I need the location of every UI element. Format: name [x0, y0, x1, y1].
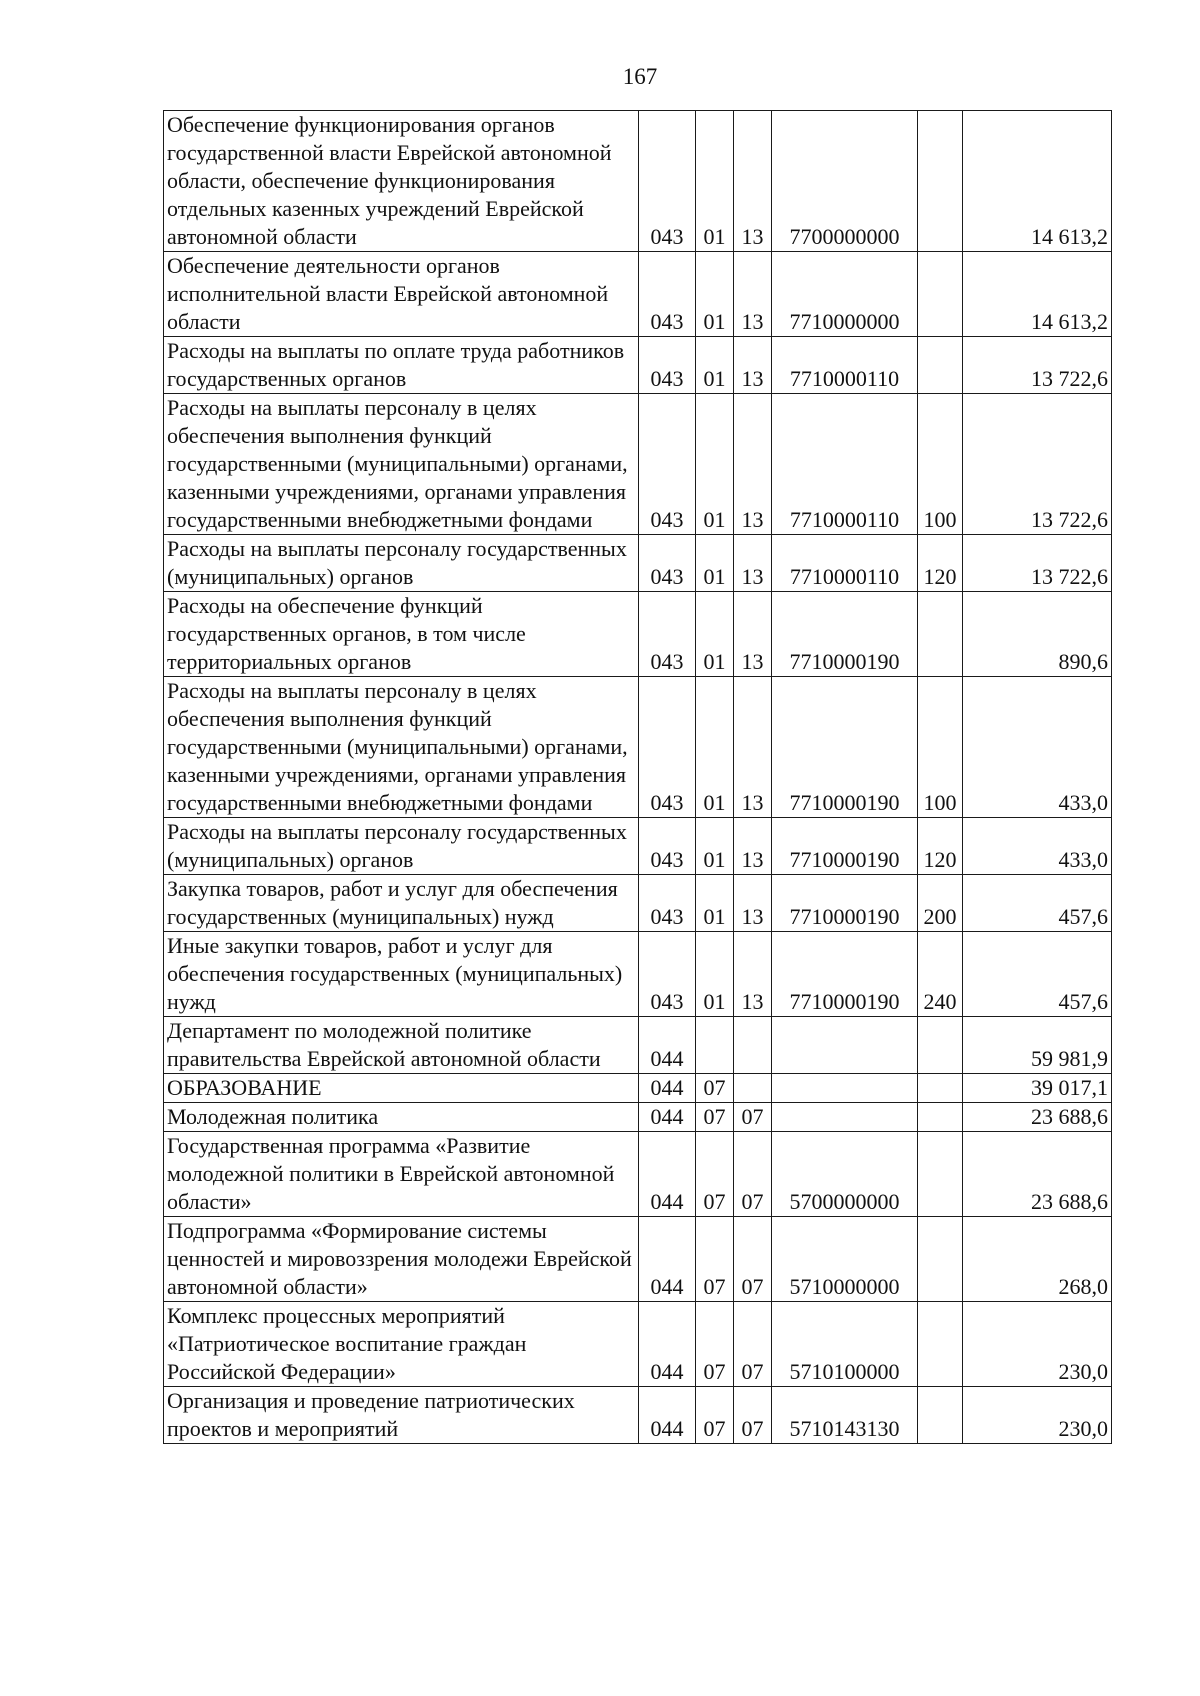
- row-gr-code: 043: [639, 252, 696, 337]
- row-vr-code: [918, 592, 963, 677]
- row-gr-code: 044: [639, 1302, 696, 1387]
- table-row: [164, 1217, 1112, 1302]
- row-rz-code: 01: [696, 592, 734, 677]
- row-pr-code: 13: [734, 932, 772, 1017]
- row-sum: 230,0: [963, 1302, 1112, 1387]
- row-vr-code: [918, 1387, 963, 1444]
- row-name: Подпрограмма «Формирование системы ценностей и мировоззрения молодежи Еврейской автономной области»: [164, 1217, 639, 1302]
- row-name: Расходы на выплаты по оплате труда работников государственных органов: [164, 337, 639, 394]
- row-sum: 890,6: [963, 592, 1112, 677]
- row-rz-code: 01: [696, 111, 734, 252]
- row-vr-code: 100: [918, 394, 963, 535]
- row-cs-code: 5710100000: [772, 1302, 918, 1387]
- row-pr-code: 13: [734, 592, 772, 677]
- row-rz-code: 07: [696, 1132, 734, 1217]
- row-pr-code: 13: [734, 818, 772, 875]
- row-cs-code: [772, 1103, 918, 1132]
- row-cs-code: 7710000110: [772, 535, 918, 592]
- row-vr-code: 240: [918, 932, 963, 1017]
- table-row: [164, 1017, 1112, 1074]
- table-row: [164, 337, 1112, 394]
- row-rz-code: 01: [696, 677, 734, 818]
- row-pr-code: [734, 1074, 772, 1103]
- row-cs-code: 7710000190: [772, 677, 918, 818]
- row-vr-code: [918, 252, 963, 337]
- row-gr-code: 043: [639, 818, 696, 875]
- row-name: ОБРАЗОВАНИЕ: [164, 1074, 639, 1103]
- table-row: [164, 875, 1112, 932]
- row-gr-code: 043: [639, 932, 696, 1017]
- row-cs-code: 5710000000: [772, 1217, 918, 1302]
- table-row: [164, 1302, 1112, 1387]
- table-row: [164, 932, 1112, 1017]
- table-row: [164, 1103, 1112, 1132]
- row-cs-code: 7710000190: [772, 818, 918, 875]
- row-cs-code: 7710000110: [772, 337, 918, 394]
- row-pr-code: 07: [734, 1387, 772, 1444]
- row-sum: 23 688,6: [963, 1103, 1112, 1132]
- row-pr-code: 13: [734, 677, 772, 818]
- row-pr-code: [734, 1017, 772, 1074]
- table-row: [164, 818, 1112, 875]
- row-vr-code: [918, 111, 963, 252]
- row-gr-code: 044: [639, 1387, 696, 1444]
- row-pr-code: 07: [734, 1103, 772, 1132]
- table-row: [164, 252, 1112, 337]
- row-gr-code: 044: [639, 1103, 696, 1132]
- row-pr-code: 13: [734, 252, 772, 337]
- row-pr-code: 13: [734, 394, 772, 535]
- table-row: [164, 592, 1112, 677]
- row-vr-code: [918, 1074, 963, 1103]
- row-pr-code: 07: [734, 1132, 772, 1217]
- table-row: [164, 1387, 1112, 1444]
- row-name: Молодежная политика: [164, 1103, 639, 1132]
- row-vr-code: 120: [918, 818, 963, 875]
- row-name: Расходы на обеспечение функций государственных органов, в том числе территориальных органов: [164, 592, 639, 677]
- row-vr-code: [918, 1302, 963, 1387]
- row-rz-code: 01: [696, 932, 734, 1017]
- row-gr-code: 044: [639, 1017, 696, 1074]
- row-gr-code: 044: [639, 1132, 696, 1217]
- row-cs-code: 7710000000: [772, 252, 918, 337]
- row-vr-code: 100: [918, 677, 963, 818]
- row-cs-code: 5710143130: [772, 1387, 918, 1444]
- row-cs-code: 5700000000: [772, 1132, 918, 1217]
- row-rz-code: 01: [696, 252, 734, 337]
- row-vr-code: 200: [918, 875, 963, 932]
- row-name: Государственная программа «Развитие молодежной политики в Еврейской автономной области»: [164, 1132, 639, 1217]
- row-vr-code: [918, 337, 963, 394]
- row-name: Закупка товаров, работ и услуг для обеспечения государственных (муниципальных) нужд: [164, 875, 639, 932]
- row-gr-code: 043: [639, 394, 696, 535]
- row-gr-code: 043: [639, 337, 696, 394]
- row-name: Департамент по молодежной политике правительства Еврейской автономной области: [164, 1017, 639, 1074]
- row-name: Расходы на выплаты персоналу в целях обеспечения выполнения функций государственными (муниципальными) органами, казенными учреждениями, органами управления государственными внебюджетными фондами: [164, 677, 639, 818]
- row-sum: 14 613,2: [963, 111, 1112, 252]
- row-rz-code: [696, 1017, 734, 1074]
- table-row: [164, 394, 1112, 535]
- budget-table-body: [164, 111, 1112, 1444]
- table-row: [164, 111, 1112, 252]
- row-cs-code: [772, 1017, 918, 1074]
- row-sum: 13 722,6: [963, 337, 1112, 394]
- row-sum: 13 722,6: [963, 535, 1112, 592]
- row-sum: 13 722,6: [963, 394, 1112, 535]
- row-sum: 230,0: [963, 1387, 1112, 1444]
- row-rz-code: 07: [696, 1074, 734, 1103]
- row-pr-code: 07: [734, 1217, 772, 1302]
- row-rz-code: 07: [696, 1302, 734, 1387]
- row-cs-code: 7700000000: [772, 111, 918, 252]
- row-vr-code: 120: [918, 535, 963, 592]
- row-pr-code: 13: [734, 875, 772, 932]
- row-cs-code: 7710000190: [772, 932, 918, 1017]
- row-gr-code: 043: [639, 592, 696, 677]
- row-rz-code: 01: [696, 535, 734, 592]
- row-gr-code: 043: [639, 677, 696, 818]
- row-sum: 433,0: [963, 818, 1112, 875]
- row-sum: 457,6: [963, 875, 1112, 932]
- row-vr-code: [918, 1103, 963, 1132]
- table-row: [164, 535, 1112, 592]
- row-rz-code: 07: [696, 1103, 734, 1132]
- row-rz-code: 07: [696, 1217, 734, 1302]
- row-vr-code: [918, 1132, 963, 1217]
- page-number: 167: [622, 64, 658, 89]
- row-vr-code: [918, 1017, 963, 1074]
- row-rz-code: 07: [696, 1387, 734, 1444]
- row-gr-code: 044: [639, 1074, 696, 1103]
- row-gr-code: 043: [639, 875, 696, 932]
- row-cs-code: [772, 1074, 918, 1103]
- table-row: [164, 1132, 1112, 1217]
- row-rz-code: 01: [696, 394, 734, 535]
- row-rz-code: 01: [696, 875, 734, 932]
- row-name: Расходы на выплаты персоналу в целях обеспечения выполнения функций государственными (муниципальными) органами, казенными учреждениями, органами управления государственными внебюджетными фондами: [164, 394, 639, 535]
- row-sum: 268,0: [963, 1217, 1112, 1302]
- row-pr-code: 13: [734, 535, 772, 592]
- row-vr-code: [918, 1217, 963, 1302]
- row-cs-code: 7710000190: [772, 592, 918, 677]
- row-sum: 39 017,1: [963, 1074, 1112, 1103]
- budget-table: [163, 110, 1112, 1444]
- row-gr-code: 044: [639, 1217, 696, 1302]
- row-name: Организация и проведение патриотических проектов и мероприятий: [164, 1387, 639, 1444]
- row-sum: 14 613,2: [963, 252, 1112, 337]
- row-sum: 59 981,9: [963, 1017, 1112, 1074]
- row-cs-code: 7710000190: [772, 875, 918, 932]
- row-gr-code: 043: [639, 111, 696, 252]
- row-sum: 457,6: [963, 932, 1112, 1017]
- row-rz-code: 01: [696, 818, 734, 875]
- table-row: [164, 1074, 1112, 1103]
- row-name: Комплекс процессных мероприятий «Патриотическое воспитание граждан Российской Федерации»: [164, 1302, 639, 1387]
- row-name: Обеспечение деятельности органов исполнительной власти Еврейской автономной области: [164, 252, 639, 337]
- row-gr-code: 043: [639, 535, 696, 592]
- row-sum: 23 688,6: [963, 1132, 1112, 1217]
- row-pr-code: 13: [734, 111, 772, 252]
- row-pr-code: 13: [734, 337, 772, 394]
- row-name: Обеспечение функционирования органов государственной власти Еврейской автономной области, обеспечение функционирования отдельных казенных учреждений Еврейской автономной области: [164, 111, 639, 252]
- row-rz-code: 01: [696, 337, 734, 394]
- row-name: Иные закупки товаров, работ и услуг для обеспечения государственных (муниципальных) нужд: [164, 932, 639, 1017]
- row-pr-code: 07: [734, 1302, 772, 1387]
- row-cs-code: 7710000110: [772, 394, 918, 535]
- row-name: Расходы на выплаты персоналу государственных (муниципальных) органов: [164, 818, 639, 875]
- row-name: Расходы на выплаты персоналу государственных (муниципальных) органов: [164, 535, 639, 592]
- row-sum: 433,0: [963, 677, 1112, 818]
- table-row: [164, 677, 1112, 818]
